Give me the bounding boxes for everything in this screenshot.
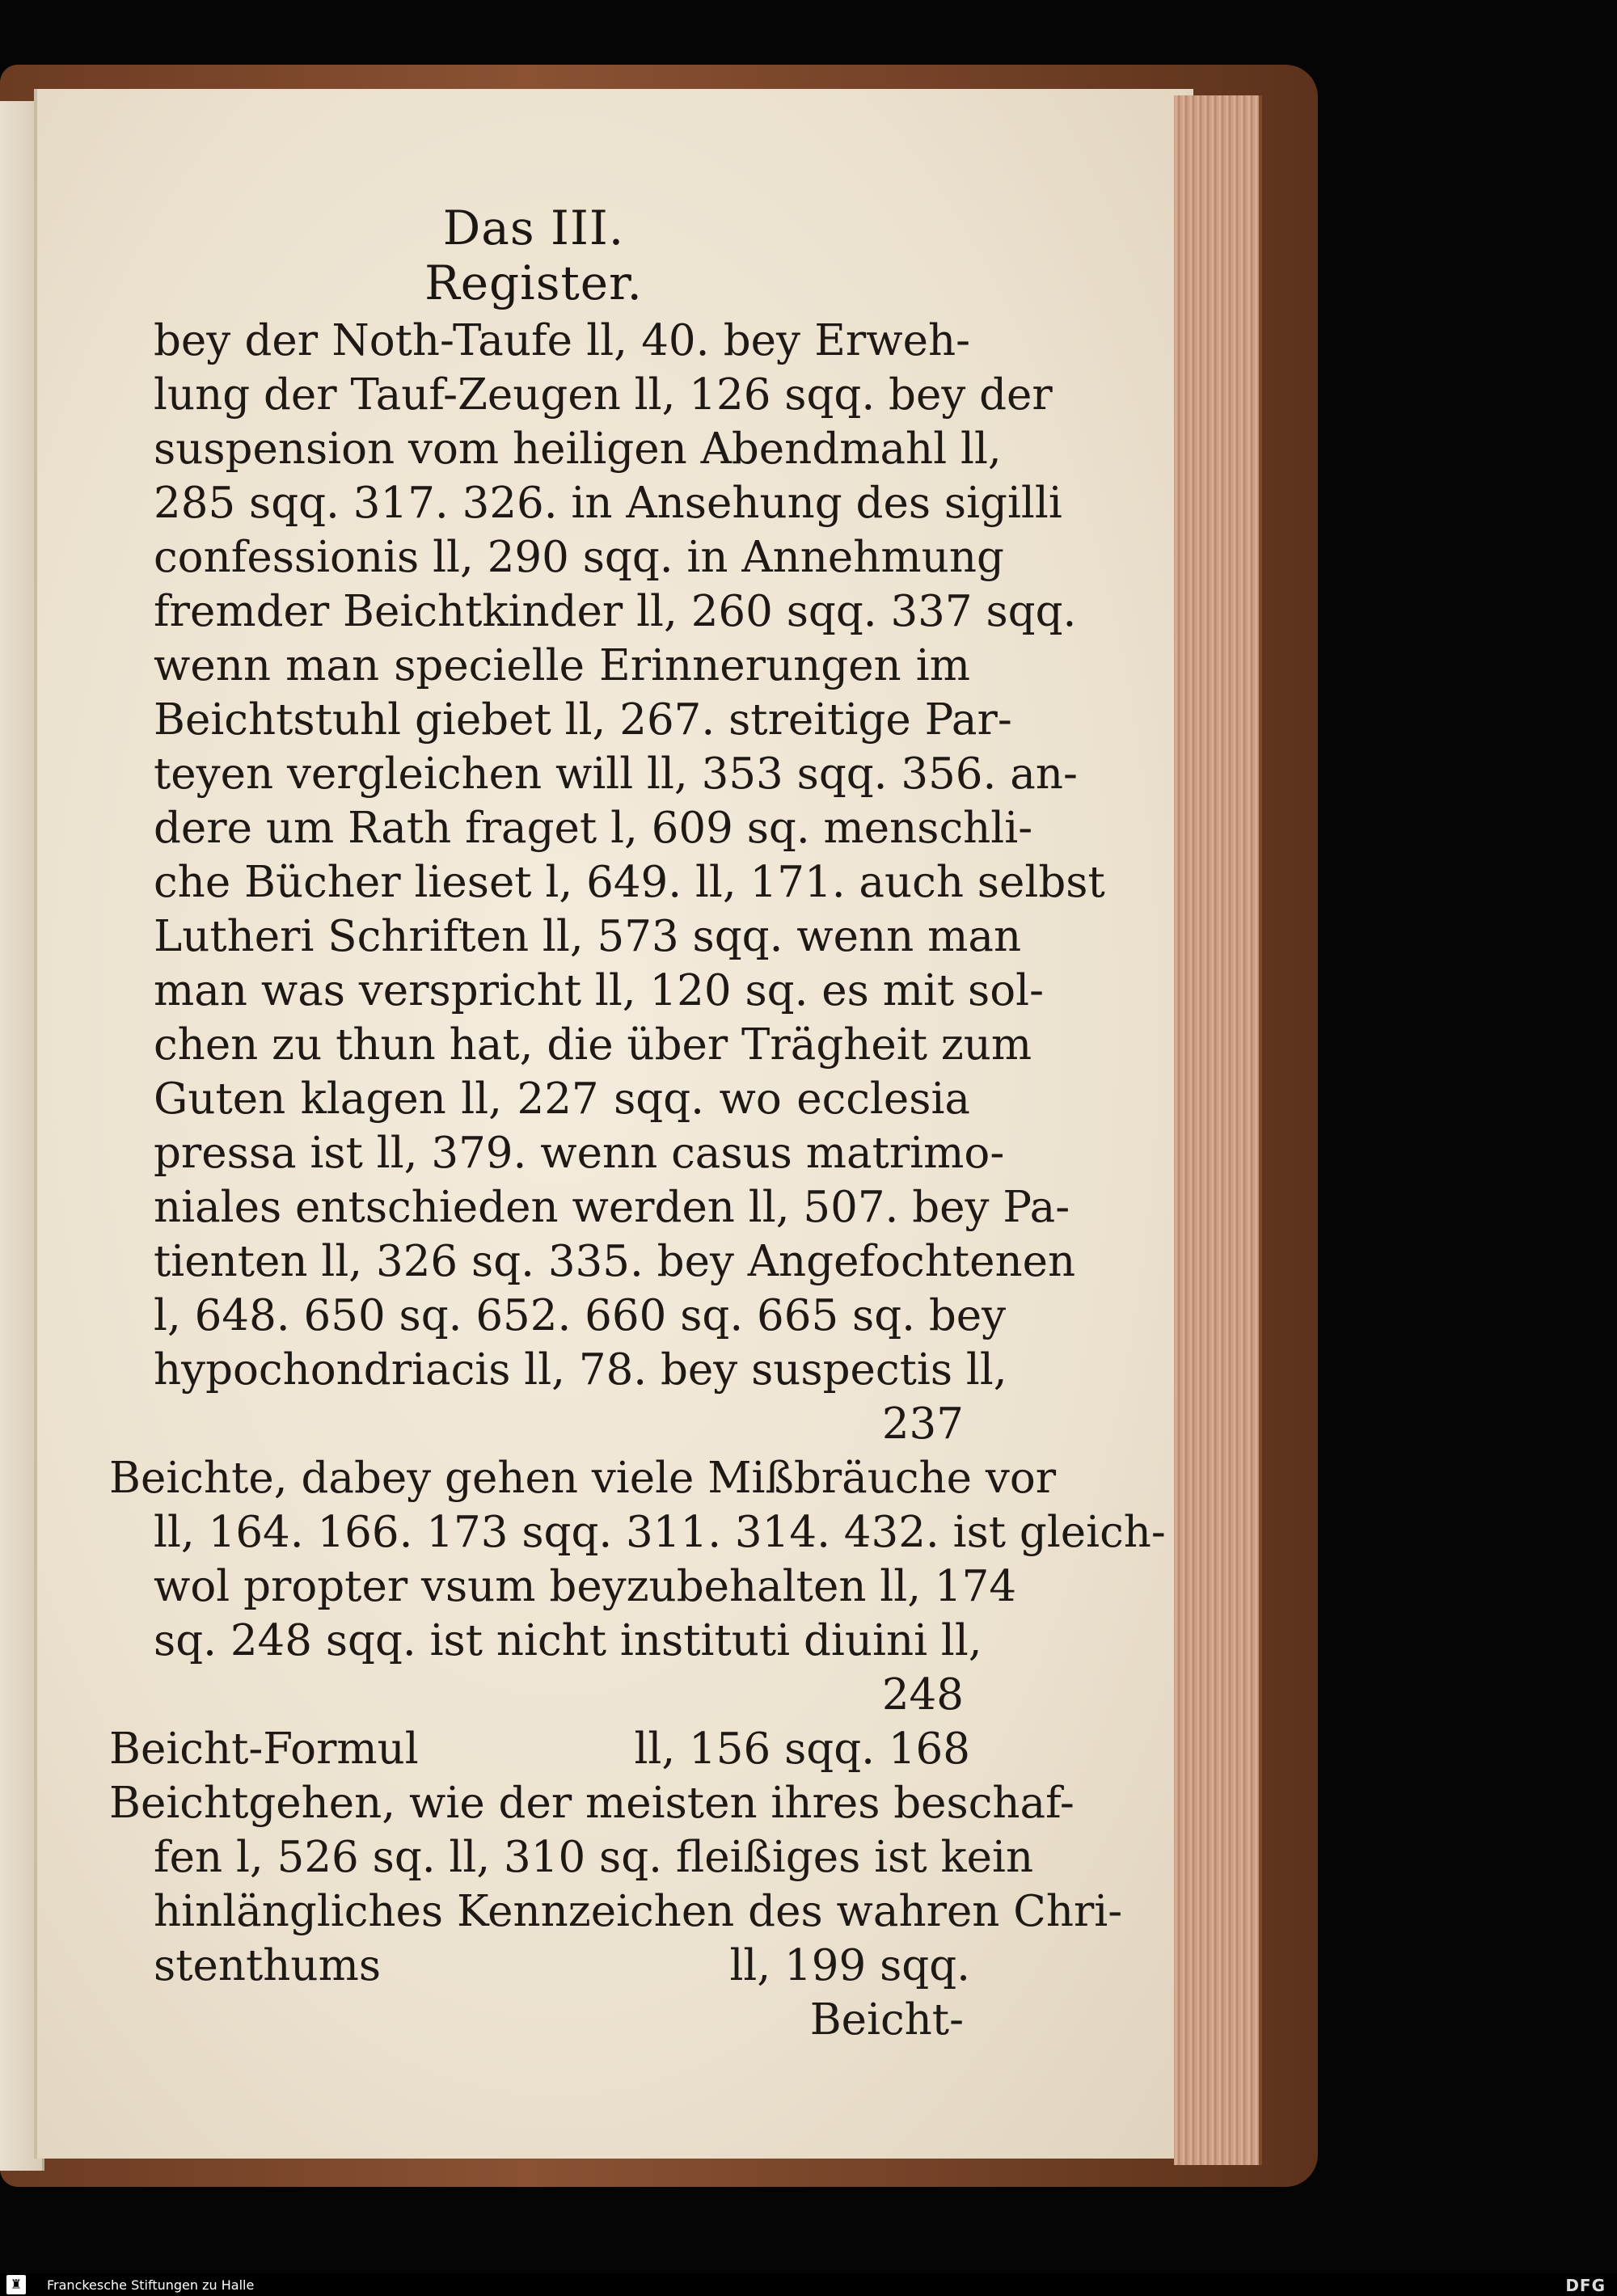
text-line: sq. 248 sqq. ist nicht instituti diuini ll, <box>154 1616 982 1665</box>
text-line: tienten ll, 326 sq. 335. bey Angefochtenen <box>154 1237 1076 1286</box>
page-header: Das III. Register. <box>424 200 643 310</box>
entry-beicht-formul <box>109 1722 970 1776</box>
text-line: man was verspricht ll, 120 sq. es mit sol- <box>154 966 1045 1015</box>
text-line: Beichtstuhl giebet ll, 267. streitige Par- <box>154 695 1012 745</box>
page-edges <box>1174 95 1262 2165</box>
text-line: fremder Beichtkinder ll, 260 sqq. 337 sqq. <box>154 587 1077 636</box>
text-line: ll, 164. 166. 173 sqq. 311. 314. 432. ist gleich- <box>154 1508 1166 1557</box>
text-line: niales entschieden werden ll, 507. bey Pa- <box>154 1183 1070 1232</box>
text-line: pressa ist ll, 379. wenn casus matrimo- <box>154 1129 1005 1178</box>
text-line: dere um Rath fraget l, 609 sq. menschli- <box>154 804 1033 853</box>
text-line: suspension vom heiligen Abendmahl ll, <box>154 424 1002 474</box>
text-line: l, 648. 650 sq. 652. 660 sq. 665 sq. bey <box>154 1291 1007 1340</box>
text-line: lung der Tauf-Zeugen ll, 126 sqq. bey der <box>154 370 1053 420</box>
text-line: 285 sqq. 317. 326. in Ansehung des sigilli <box>154 479 1062 528</box>
text-line: fen l, 526 sq. ll, 310 sq. fleißiges ist kein <box>154 1833 1034 1882</box>
institution-logo-icon: ♜ <box>6 2275 26 2294</box>
dfg-logo: DFG <box>1565 2276 1606 2295</box>
text-line: che Bücher lieset l, 649. ll, 171. auch selbst <box>154 858 1105 907</box>
viewer-footer <box>0 2273 1617 2296</box>
page-ref: 237 <box>881 1399 964 1449</box>
text-line: chen zu thun hat, die über Trägheit zum <box>154 1020 1032 1070</box>
text-line: wol propter vsum beyzubehalten ll, 174 <box>154 1562 1017 1611</box>
text-line: hypochondriacis ll, 78. bey suspectis ll, <box>154 1345 1007 1395</box>
text-line: teyen vergleichen will ll, 353 sqq. 356. an- <box>154 749 1078 799</box>
text-line: Lutheri Schriften ll, 573 sqq. wenn man <box>154 912 1022 961</box>
text-line: bey der Noth-Taufe ll, 40. bey Erweh- <box>154 316 970 365</box>
page-ref: 248 <box>881 1670 964 1720</box>
text-line: Guten klagen ll, 227 sqq. wo ecclesia <box>154 1074 970 1124</box>
entry-ref: ll, 199 sqq. <box>729 1941 970 1990</box>
text-line: wenn man specielle Erinnerungen im <box>154 641 970 690</box>
entry-term: Beicht-Formul <box>109 1724 419 1774</box>
entry-ref: ll, 156 sqq. 168 <box>634 1724 970 1774</box>
register-text <box>109 314 1166 2047</box>
entry-term: stenthums <box>154 1941 382 1990</box>
text-line: hinlängliches Kennzeichen des wahren Chri- <box>154 1887 1123 1936</box>
text-line <box>154 1939 970 1993</box>
catchword: Beicht- <box>809 1995 964 2045</box>
institution-name: Franckesche Stiftungen zu Halle <box>47 2277 255 2293</box>
text-line: confessionis ll, 290 sqq. in Annehmung <box>154 533 1004 582</box>
entry-beichtgehen: Beichtgehen, wie der meisten ihres beschaf- <box>109 1779 1074 1828</box>
entry-beichte: Beichte, dabey gehen viele Mißbräuche vor <box>109 1454 1057 1503</box>
